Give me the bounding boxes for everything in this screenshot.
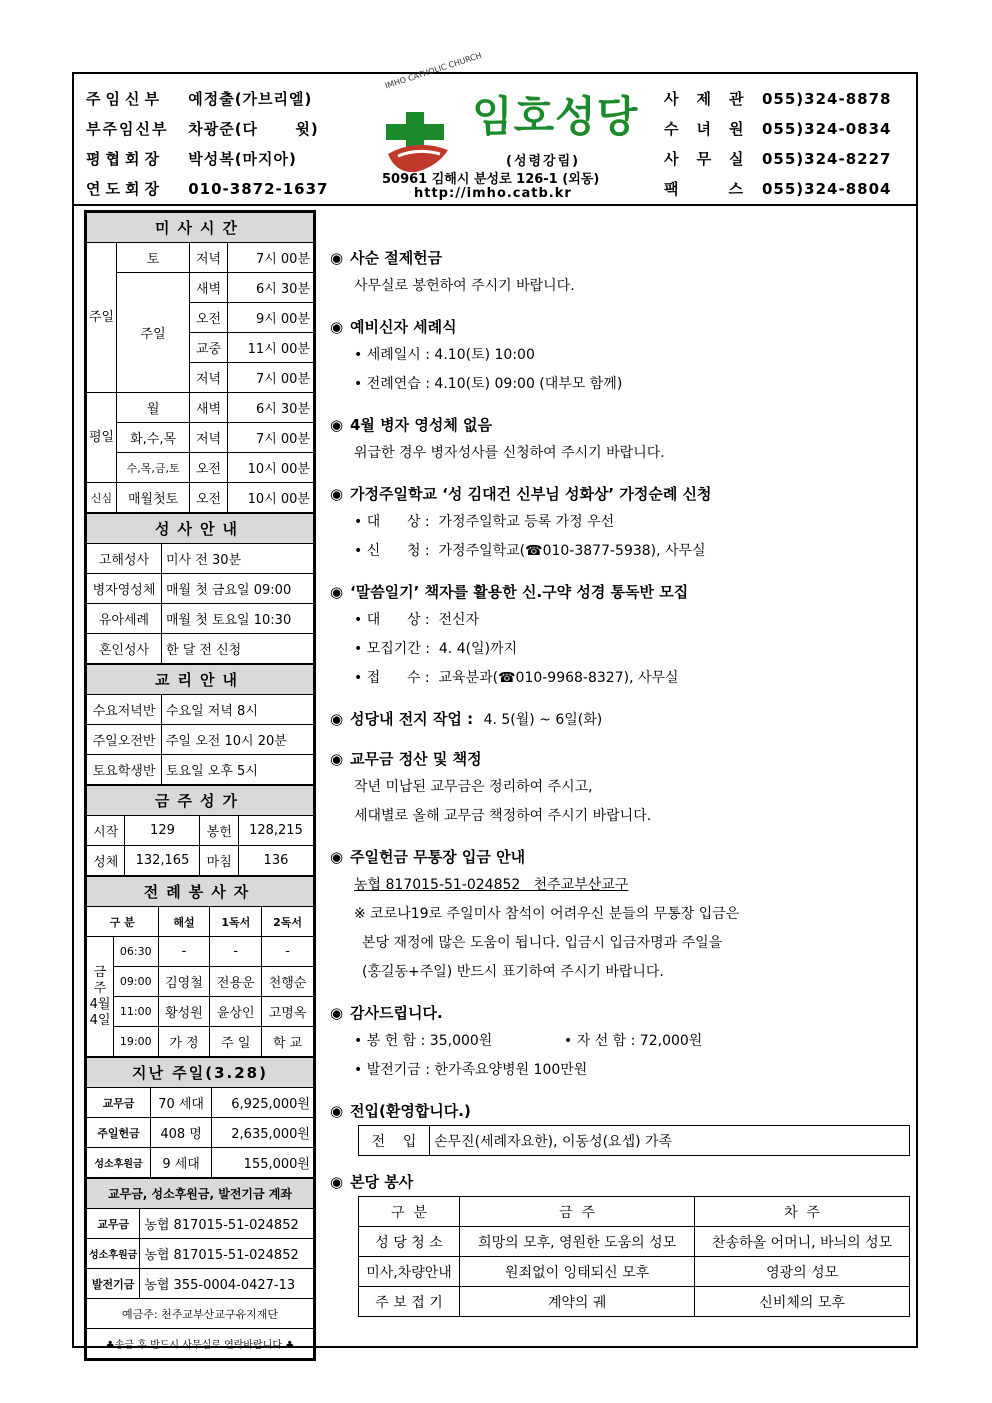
bullet-icon: ◉ [330,848,344,866]
notice-dues: ◉ 교무금 정산 및 책정 작년 미납된 교무금은 정리하여 주시고, 세대별로 올해 교무금 책정하여 주시기 바랍니다. [330,745,914,831]
church-name: 임호성당 [472,92,639,141]
bullet-icon: ◉ [330,1173,344,1191]
church-english-name: IMHO CATHOLIC CHURCH [384,50,483,91]
weekday-label: 평일 [87,393,117,483]
staff-row: 부주임신부 차광준(다 윗) [86,120,319,138]
accounts-table: 교무금, 성소후원금, 발전기금 계좌 교무금 농협 817015-51-024852 성소후원금 농협 817015-51-024852 발전기금 농협 355-0004-0427-13 예금주: 천주교부산교구유지재단 ♣송금 후 반드시 사무실로 연락바랍니다.♣ [86,1178,314,1359]
header [74,50,916,206]
notices [330,244,914,1329]
church-logo [374,50,664,204]
notice-bible-reading: ◉ ‘말씀일기’ 책자를 활용한 신.구약 성경 통독반 모집 • 대 상 : 전신자 • 모집기간 : 4. 4(일)까지 • 접 수 : 교육분과(☎010-9968-8327), 사무실 [330,578,914,693]
sidebar [84,210,316,1361]
church-address: 50961 김해시 분성로 126-1 (외동) [382,172,600,187]
bullet-icon: ◉ [330,416,344,434]
church-subtitle: (성령강림) [506,154,581,169]
bullet-icon: ◉ [330,485,344,503]
contact-row: 사제관 055)324-8878 [664,90,892,108]
newcomers-table: 전 입 손무진(세례자요한), 이동성(요셉) 가족 [358,1125,910,1156]
staff-row: 연도회장 010-3872-1637 [86,180,329,198]
header-contacts [664,84,914,204]
bullet-icon: ◉ [330,318,344,336]
contact-row: 사무실 055)324-8227 [664,150,892,168]
contact-row: 팩스 055)324-8804 [664,180,892,198]
bullet-icon: ◉ [330,583,344,601]
mass-times-table: 미사시간 주일 토 저녁 7시 00분 주일 새벽 6시 30분 오전 9시 00분 교중 11시 00분 저녁 7시 00분 평일 월 새벽 6시 30분 화,수,목 저녁 7시 00분 수,목,금,토 오전 10시 00분 신심 매월첫토 오전 10시 00분 [86,212,314,513]
staff-row: 주임신부 예정출(가브리엘) [86,90,313,108]
servers-table: 전례봉사자 구 분 해설 1독서 2독서 금주 4월 4일 06:30 - - - 09:00 김영철 전용운 천행순 11:00 황성원 윤상인 고명옥 19:00 가 정 주 일 학 교 [86,876,314,1057]
last-sunday-table: 지난 주일(3.28) 교무금 70 세대 6,925,000원 주일헌금 408 명 2,635,000원 성소후원금 9 세대 155,000원 [86,1057,314,1178]
header-staff [86,84,376,204]
bullet-icon: ◉ [330,249,344,267]
contact-row: 수녀원 055)324-0834 [664,120,892,138]
bullet-icon: ◉ [330,1004,344,1022]
notice-sick-communion: ◉ 4월 병자 영성체 없음 위급한 경우 병자성사를 신청하여 주시기 바랍니다. [330,411,914,468]
church-url[interactable]: http://imho.catb.kr [414,186,572,201]
notice-baptism: ◉ 예비신자 세례식 • 세례일시 : 4.10(토) 10:00 • 전례연습 : 4.10(토) 09:00 (대부모 함께) [330,313,914,399]
notice-thanks: ◉ 감사드립니다. • 봉 헌 함 : 35,000원• 자 선 함 : 72,000원 • 발전기금 : 한가족요양병원 100만원 [330,999,914,1085]
hymns-table: 금주성가 시작 129 봉헌 128,215 성체 132,165 마침 136 [86,785,314,876]
sacraments-table: 성사안내 고해성사 미사 전 30분 병자영성체 매월 첫 금요일 09:00 유아세례 매월 첫 토요일 10:30 혼인성사 한 달 전 신청 [86,513,314,664]
notice-tree-work: ◉ 성당내 전지 작업 : 4. 5(월) ~ 6일(화) [330,705,914,733]
sunday-label: 주일 [87,243,117,393]
bulletin-frame [72,50,918,1351]
deposit-account: 농협 817015-51-024852 천주교부산교구 [354,877,629,893]
notice-newcomers: ◉ 전입(환영합니다.) 전 입 손무진(세례자요한), 이동성(요셉) 가족 [330,1097,914,1156]
servers-date: 금주 4월 4일 [87,937,114,1057]
bullet-icon: ◉ [330,710,344,728]
notice-family-pilgrimage: ◉ 가정주일학교 ‘성 김대건 신부님 성화상’ 가정순례 신청 • 대 상 : 가정주일학교 등록 가정 우선 • 신 청 : 가정주일학교(☎010-3877-5938), 사무실 [330,480,914,566]
bullet-icon: ◉ [330,1102,344,1120]
doctrine-table: 교리안내 수요저녁반 수요일 저녁 8시 주일오전반 주일 오전 10시 20분 토요학생반 토요일 오후 5시 [86,664,314,785]
notice-parish-service: ◉ 본당 봉사 구 분 금 주 차 주 성 당 청 소 희망의 모후, 영원한 도움의 성모 찬송하올 어머니, 바늬의 성모 미사,차량안내 원죄없이 잉태되신 모후 영광의 성모 주 보 접 기 계약의 궤 신비체의 모후 [330,1168,914,1317]
notice-bank-deposit: ◉ 주일헌금 무통장 입금 안내 농협 817015-51-024852 천주교부산교구 ※ 코로나19로 주일미사 참석이 어려우신 분들의 무통장 입금은 본당 재정에 많은 도움이 됩니다. 입금시 입금자명과 주일을 (홍길동+주일) 반드시 표기하여 주시기 바랍니다. [330,843,914,987]
section-title: 미사시간 [87,213,314,243]
parish-service-table: 구 분 금 주 차 주 성 당 청 소 희망의 모후, 영원한 도움의 성모 찬송하올 어머니, 바늬의 성모 미사,차량안내 원죄없이 잉태되신 모후 영광의 성모 주 보 접 기 계약의 궤 신비체의 모후 [358,1196,910,1317]
bullet-icon: ◉ [330,750,344,768]
staff-row: 평협회장 박성복(마지아) [86,150,297,168]
notice-lent-offering: ◉ 사순 절제헌금 사무실로 봉헌하여 주시기 바랍니다. [330,244,914,301]
